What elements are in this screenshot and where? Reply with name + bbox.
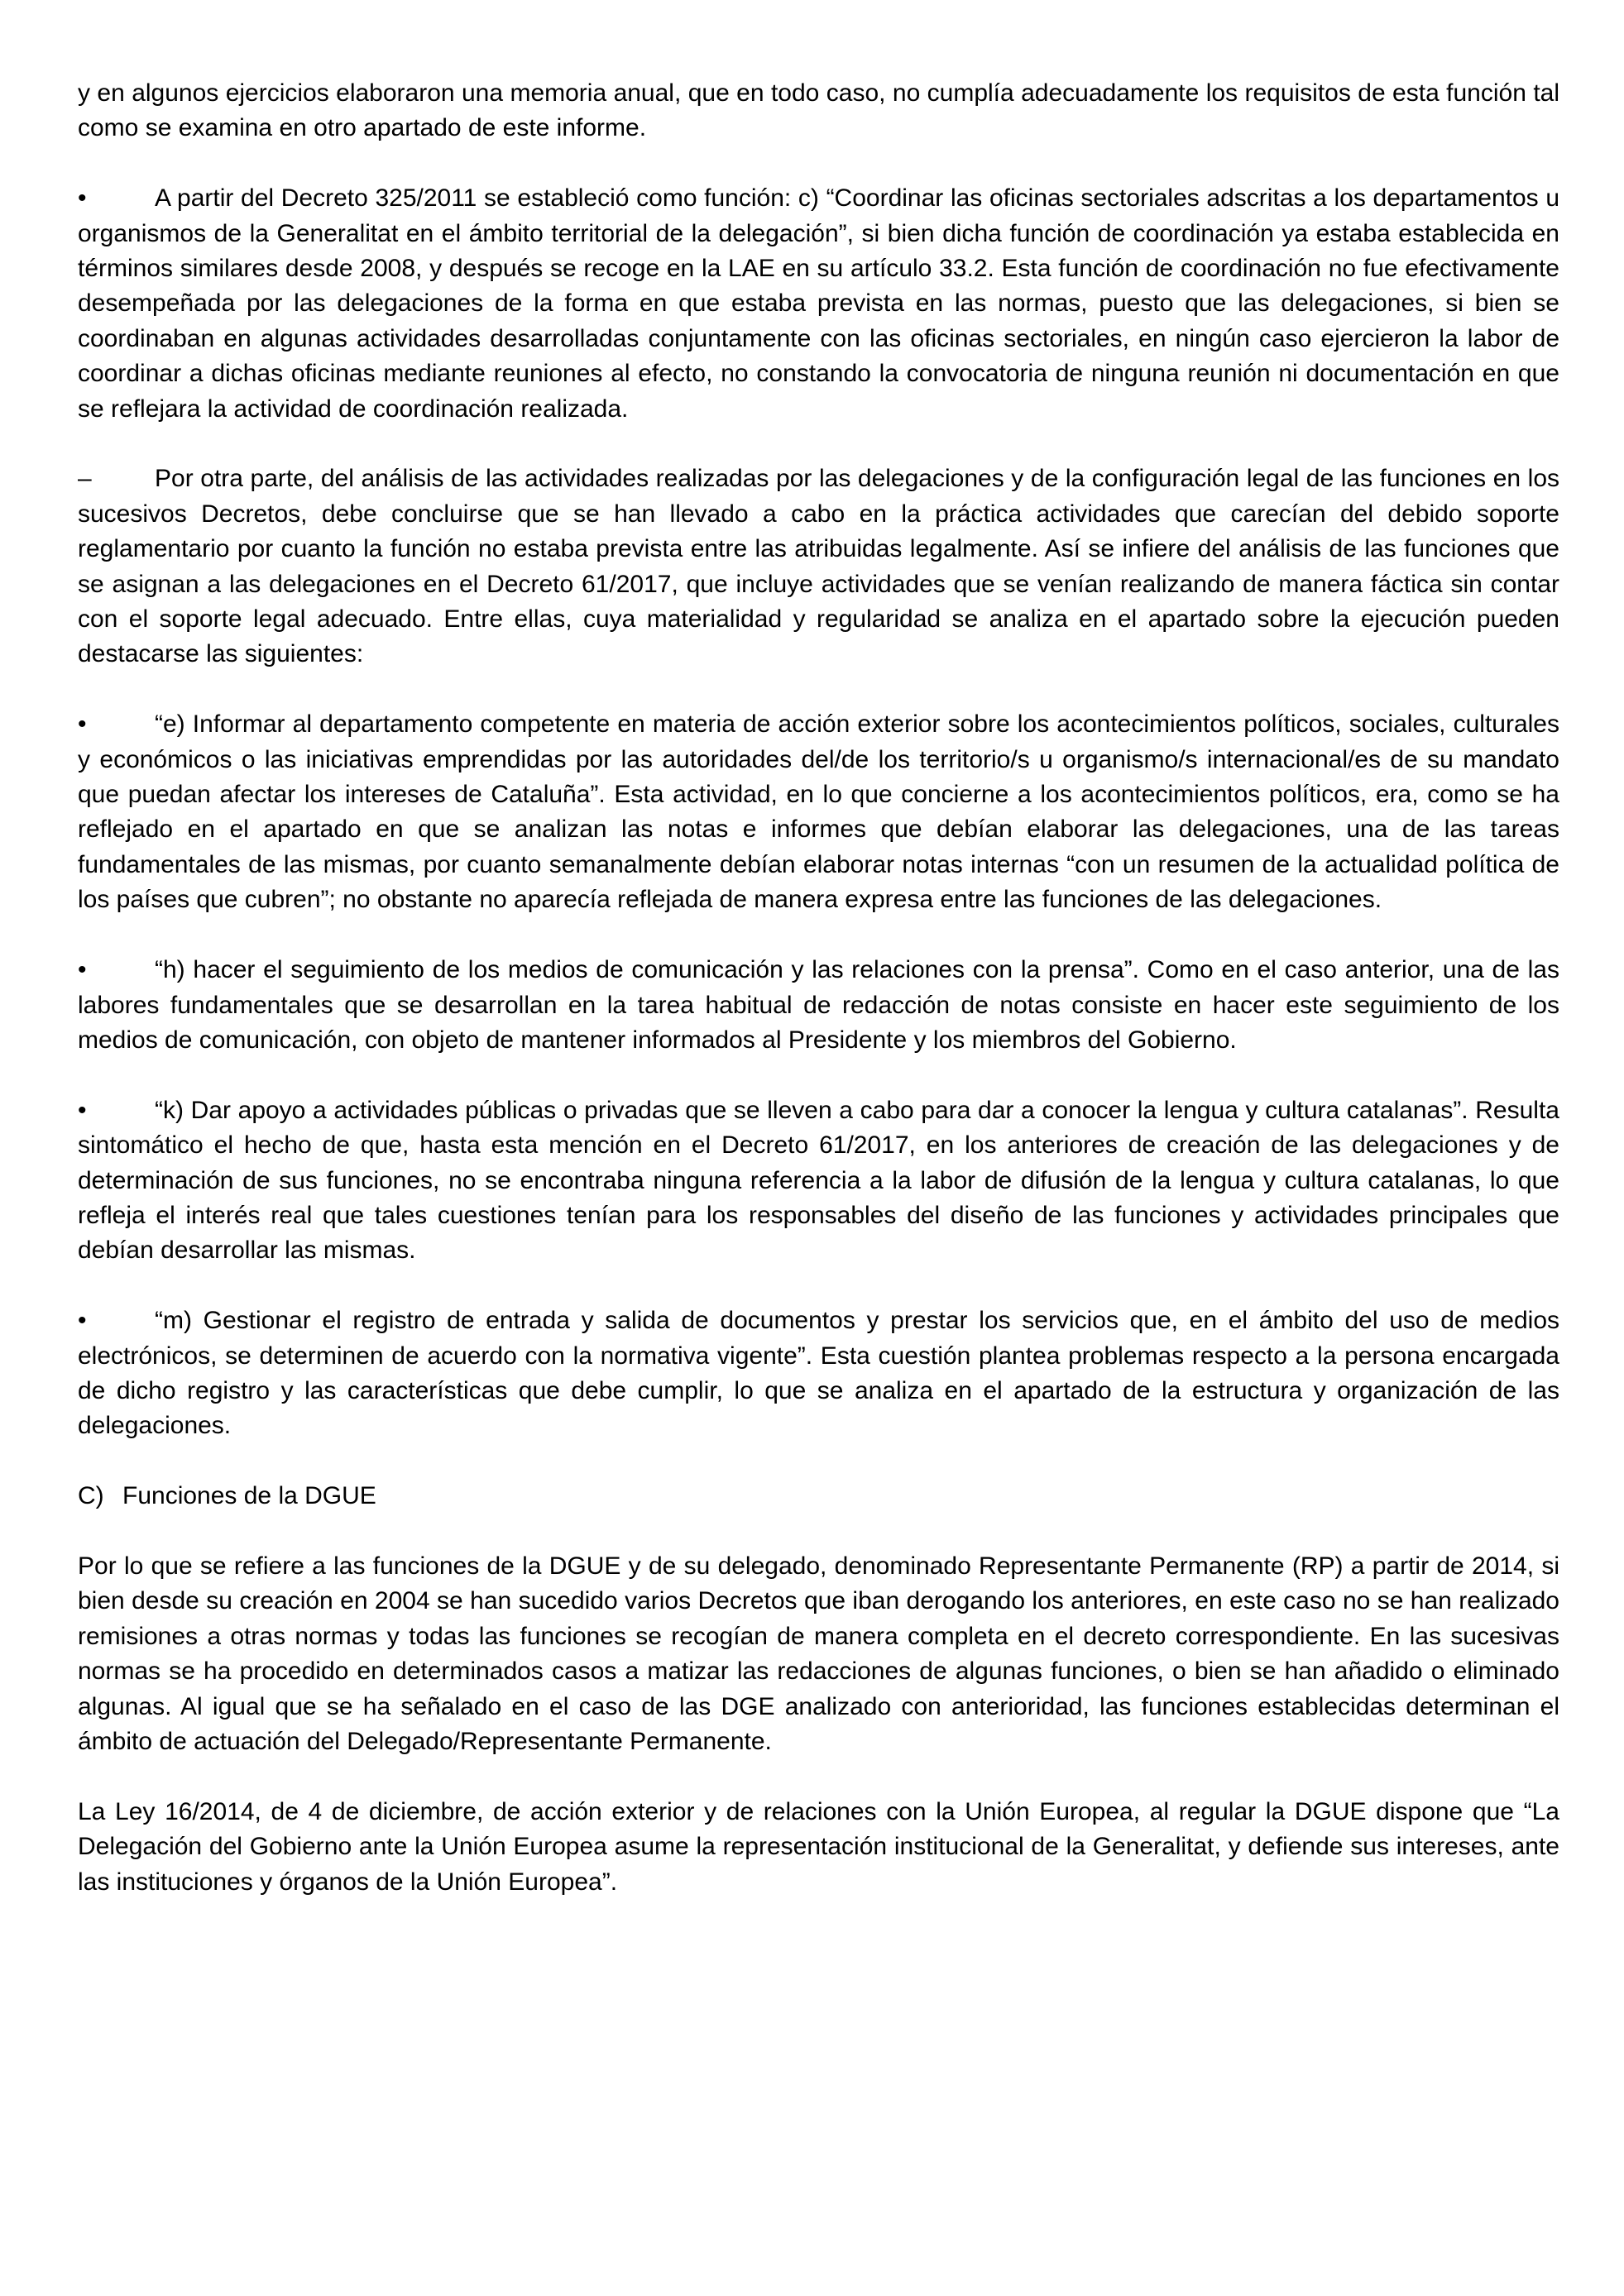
bullet-icon: • — [78, 1307, 87, 1335]
paragraph-text: “k) Dar apoyo a actividades públicas o privadas que se lleven a cabo para dar a conocer la lengua y cultura catalanas”. Resulta sintomático el hecho de que, hasta esta mención en el Decreto 61/2017, en los anteriores de creación de las delegaciones y de determinación de sus funciones, no se encontraba ninguna referencia a la labor de difusión de la lengua y cultura catalanas, lo que refleja el interés real que tales cuestiones tenían para los responsables del diseño de las funciones y actividades principales que debían desarrollar las mismas. — [78, 1096, 1559, 1265]
bullet-function-m — [78, 1303, 1559, 1444]
bullet-icon: • — [78, 710, 87, 739]
bullet-function-e — [78, 707, 1559, 917]
paragraph-text: Por lo que se refiere a las funciones de la DGUE y de su delegado, denominado Representante Permanente (RP) a partir de 2014, si bien desde su creación en 2004 se han sucedido varios Decretos que iban derogando los anteriores, en este caso no se han realizado remisiones a otras normas y todas las funciones se recogían de manera completa en el decreto correspondiente. En las sucesivas normas se ha procedido en determinados casos a matizar las redacciones de algunas funciones, o bien se han añadido o eliminado algunas. Al igual que se ha señalado en el caso de las DGE analizado con anterioridad, las funciones establecidas determinan el ámbito de actuación del Delegado/Representante Permanente. — [78, 1552, 1559, 1755]
paragraph-law-16-2014 — [78, 1795, 1559, 1900]
paragraph-dgue-functions — [78, 1549, 1559, 1759]
paragraph-continuation — [78, 76, 1559, 146]
bullet-icon: • — [78, 184, 87, 213]
bullet-icon: • — [78, 1096, 87, 1124]
paragraph-text: “m) Gestionar el registro de entrada y salida de documentos y prestar los servicios que, en el ámbito del uso de medios electrónicos, se determinen de acuerdo con la normativa vigente”. Esta cuestión plantea problemas respecto a la persona encargada de dicho registro y las características que debe cumplir, lo que se analiza en el apartado de la estructura y organización de las delegaciones. — [78, 1307, 1559, 1440]
paragraph-text: y en algunos ejercicios elaboraron una memoria anual, que en todo caso, no cumplía adecuadamente los requisitos de esta función tal como se examina en otro apartado de este informe. — [78, 79, 1559, 142]
paragraph-text: A partir del Decreto 325/2011 se estableció como función: c) “Coordinar las oficinas sectoriales adscritas a los departamentos u organismos de la Generalitat en el ámbito territorial de la delegación”, si bien dicha función de coordinación ya estaba establecida en términos similares desde 2008, y después se recoge en la LAE en su artículo 33.2. Esta función de coordinación no fue efectivamente desempeñada por las delegaciones de la forma en que estaba prevista en las normas, puesto que las delegaciones, si bien se coordinaban en algunas actividades desarrolladas conjuntamente con las oficinas sectoriales, en ningún caso ejercieron la labor de coordinar a dichas oficinas mediante reuniones al efecto, no constando la convocatoria de ninguna reunión ni documentación en que se reflejara la actividad de coordinación realizada. — [78, 184, 1559, 423]
paragraph-text: Por otra parte, del análisis de las actividades realizadas por las delegaciones y de la configuración legal de las funciones en los sucesivos Decretos, debe concluirse que se han llevado a cabo en la práctica actividades que carecían del debido soporte reglamentario por cuanto la función no estaba prevista entre las atribuidas legalmente. Así se infiere del análisis de las funciones que se asignan a las delegaciones en el Decreto 61/2017, que incluye actividades que se venían realizando de manera fáctica sin contar con el soporte legal adecuado. Entre ellas, cuya materialidad y regularidad se analiza en el apartado sobre la ejecución pueden destacarse las siguientes: — [78, 465, 1559, 668]
paragraph-text: La Ley 16/2014, de 4 de diciembre, de acción exterior y de relaciones con la Unión Europea, al regular la DGUE dispone que “La Delegación del Gobierno ante la Unión Europea asume la representación institucional de la Generalitat, y defiende sus intereses, ante las instituciones y órganos de la Unión Europea”. — [78, 1797, 1559, 1896]
bullet-function-h — [78, 953, 1559, 1058]
bullet-coordination — [78, 181, 1559, 427]
dash-icon: – — [78, 465, 92, 493]
bullet-function-k — [78, 1093, 1559, 1269]
bullet-icon: • — [78, 956, 87, 984]
paragraph-text: “e) Informar al departamento competente en materia de acción exterior sobre los acontecimientos políticos, sociales, culturales y económicos o las iniciativas emprendidas por las autoridades del/de los territorio/s u organismo/s internacional/es de su mandato que puedan afectar los intereses de Cataluña”. Esta actividad, en lo que concierne a los acontecimientos políticos, era, como se ha reflejado en el apartado en que se analizan las notas e informes que debían elaborar las delegaciones, una de las tareas fundamentales de las mismas, por cuanto semanalmente debían elaborar notas internas “con un resumen de la actualidad política de los países que cubren”; no obstante no aparecía reflejada de manera expresa entre las funciones de las delegaciones. — [78, 710, 1559, 914]
paragraph-text: “h) hacer el seguimiento de los medios de comunicación y las relaciones con la prensa”. Como en el caso anterior, una de las labores fundamentales que se desarrollan en la tarea habitual de redacción de notas consiste en hacer este seguimiento de los medios de comunicación, con objeto de mantener informados al Presidente y los miembros del Gobierno. — [78, 956, 1559, 1054]
dash-paragraph-analysis — [78, 462, 1559, 672]
section-marker: C) — [78, 1482, 104, 1510]
section-heading — [78, 1479, 1559, 1514]
section-title: Funciones de la DGUE — [122, 1482, 376, 1510]
